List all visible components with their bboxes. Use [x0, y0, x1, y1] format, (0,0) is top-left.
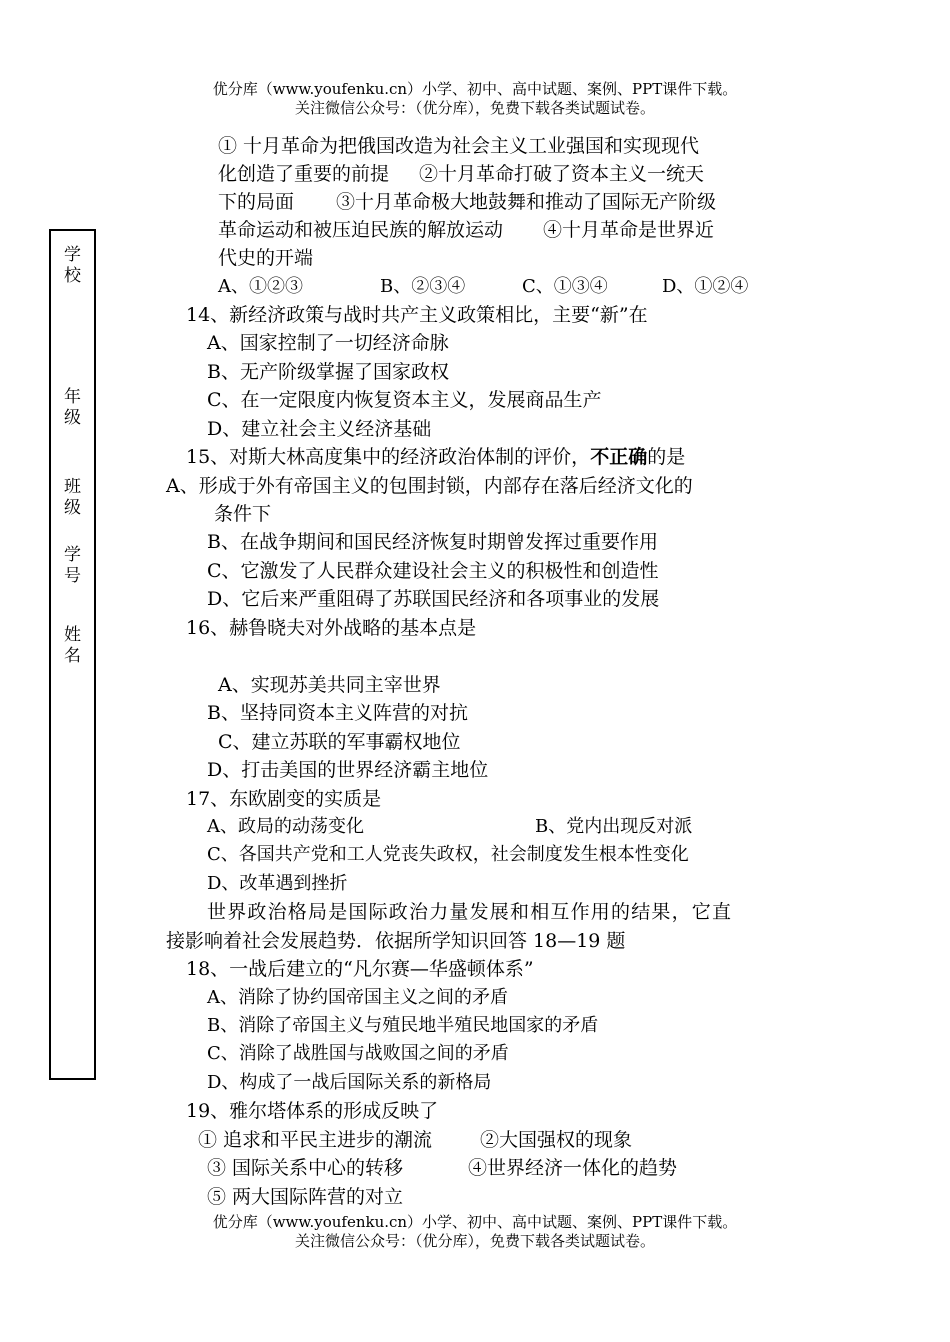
header-line-2: 关注微信公众号：（优分库），免费下载各类试题试卷。	[294, 99, 655, 117]
q14-stem: 14、新经济政策与战时共产主义政策相比，主要“新”在	[186, 304, 648, 326]
q14-option-d: D、建立社会主义经济基础	[207, 418, 432, 440]
q19-stem: 19、雅尔塔体系的形成反映了	[186, 1100, 439, 1122]
header-line-1: 优分库（www.youfenku.cn）小学、初中、高中试题、案例、PPT课件下载。	[212, 80, 738, 98]
student-info-box	[49, 229, 96, 1080]
name-label: 姓名	[64, 625, 81, 666]
q16-option-b: B、坚持同资本主义阵营的对抗	[207, 702, 468, 724]
grade-label: 年级	[64, 387, 81, 428]
q17-option-a: A、政局的动荡变化	[207, 816, 364, 837]
q13-option-c: C、①③④	[522, 276, 608, 297]
q15-option-c: C、它激发了人民群众建设社会主义的积极性和创造性	[207, 560, 659, 582]
q19-statement-2: ②大国强权的现象	[480, 1129, 633, 1151]
school-label: 学校	[64, 245, 81, 286]
q16-option-a: A、实现苏美共同主宰世界	[218, 674, 441, 696]
q17-option-b: B、党内出现反对派	[535, 816, 693, 837]
q18-option-b: B、消除了帝国主义与殖民地半殖民地国家的矛盾	[207, 1015, 599, 1036]
q15-stem: 15、对斯大林高度集中的经济政治体制的评价，不正确的是	[186, 446, 686, 468]
q15-option-d: D、它后来严重阻碍了苏联国民经济和各项事业的发展	[207, 588, 660, 610]
q15-option-a-line-2: 条件下	[214, 503, 272, 525]
q15-option-a-line-1: A、形成于外有帝国主义的包围封锁，内部存在落后经济文化的	[166, 475, 693, 497]
q18-stem: 18、一战后建立的“凡尔赛—华盛顿体系”	[186, 958, 534, 980]
q13-option-b: B、②③④	[380, 276, 466, 297]
q14-option-c: C、在一定限度内恢复资本主义，发展商品生产	[207, 389, 602, 411]
footer-line-2: 关注微信公众号：（优分库），免费下载各类试题试卷。	[294, 1232, 655, 1250]
footer-line-1: 优分库（www.youfenku.cn）小学、初中、高中试题、案例、PPT课件下载。	[212, 1213, 738, 1231]
q14-option-b: B、无产阶级掌握了国家政权	[207, 361, 449, 383]
q15-emphasis: 不正确	[590, 446, 648, 468]
q19-statement-1: ① 追求和平民主进步的潮流	[198, 1129, 433, 1151]
q15-option-b: B、在战争期间和国民经济恢复时期曾发挥过重要作用	[207, 531, 658, 553]
q17-stem: 17、东欧剧变的实质是	[186, 788, 382, 810]
q14-option-a: A、国家控制了一切经济命脉	[207, 332, 449, 354]
q16-stem: 16、赫鲁晓夫对外战略的基本点是	[186, 617, 477, 639]
student-number-label: 学号	[64, 545, 81, 586]
q18-option-d: D、构成了一战后国际关系的新格局	[207, 1072, 492, 1093]
class-label: 班级	[64, 477, 81, 518]
q16-option-d: D、打击美国的世界经济霸主地位	[207, 759, 489, 781]
q18-option-a: A、消除了协约国帝国主义之间的矛盾	[207, 987, 508, 1008]
q19-statement-3: ③ 国际关系中心的转移	[207, 1157, 404, 1179]
q13-statement-line-1: ① 十月革命为把俄国改造为社会主义工业强国和实现现代	[218, 135, 700, 157]
q17-option-c: C、各国共产党和工人党丧失政权，社会制度发生根本性变化	[207, 844, 689, 865]
q13-option-a: A、①②③	[218, 276, 303, 297]
q13-statement-line-5: 代史的开端	[218, 247, 314, 269]
q13-statement-line-4: 革命运动和被压迫民族的解放运动 ④十月革命是世界近	[218, 219, 715, 241]
intro-line-1: 世界政治格局是国际政治力量发展和相互作用的结果，它直	[207, 901, 733, 923]
q16-option-c: C、建立苏联的军事霸权地位	[218, 731, 461, 753]
intro-line-2: 接影响着社会发展趋势．依据所学知识回答 18—19 题	[166, 930, 626, 952]
q19-statement-5: ⑤ 两大国际阵营的对立	[207, 1186, 404, 1208]
q13-statement-line-2: 化创造了重要的前提 ②十月革命打破了资本主义一统天	[218, 163, 705, 185]
q17-option-d: D、改革遇到挫折	[207, 873, 348, 894]
q18-option-c: C、消除了战胜国与战败国之间的矛盾	[207, 1043, 509, 1064]
q19-statement-4: ④世界经济一体化的趋势	[468, 1157, 678, 1179]
q13-option-d: D、①②④	[662, 276, 749, 297]
q13-statement-line-3: 下的局面 ③十月革命极大地鼓舞和推动了国际无产阶级	[218, 191, 717, 213]
